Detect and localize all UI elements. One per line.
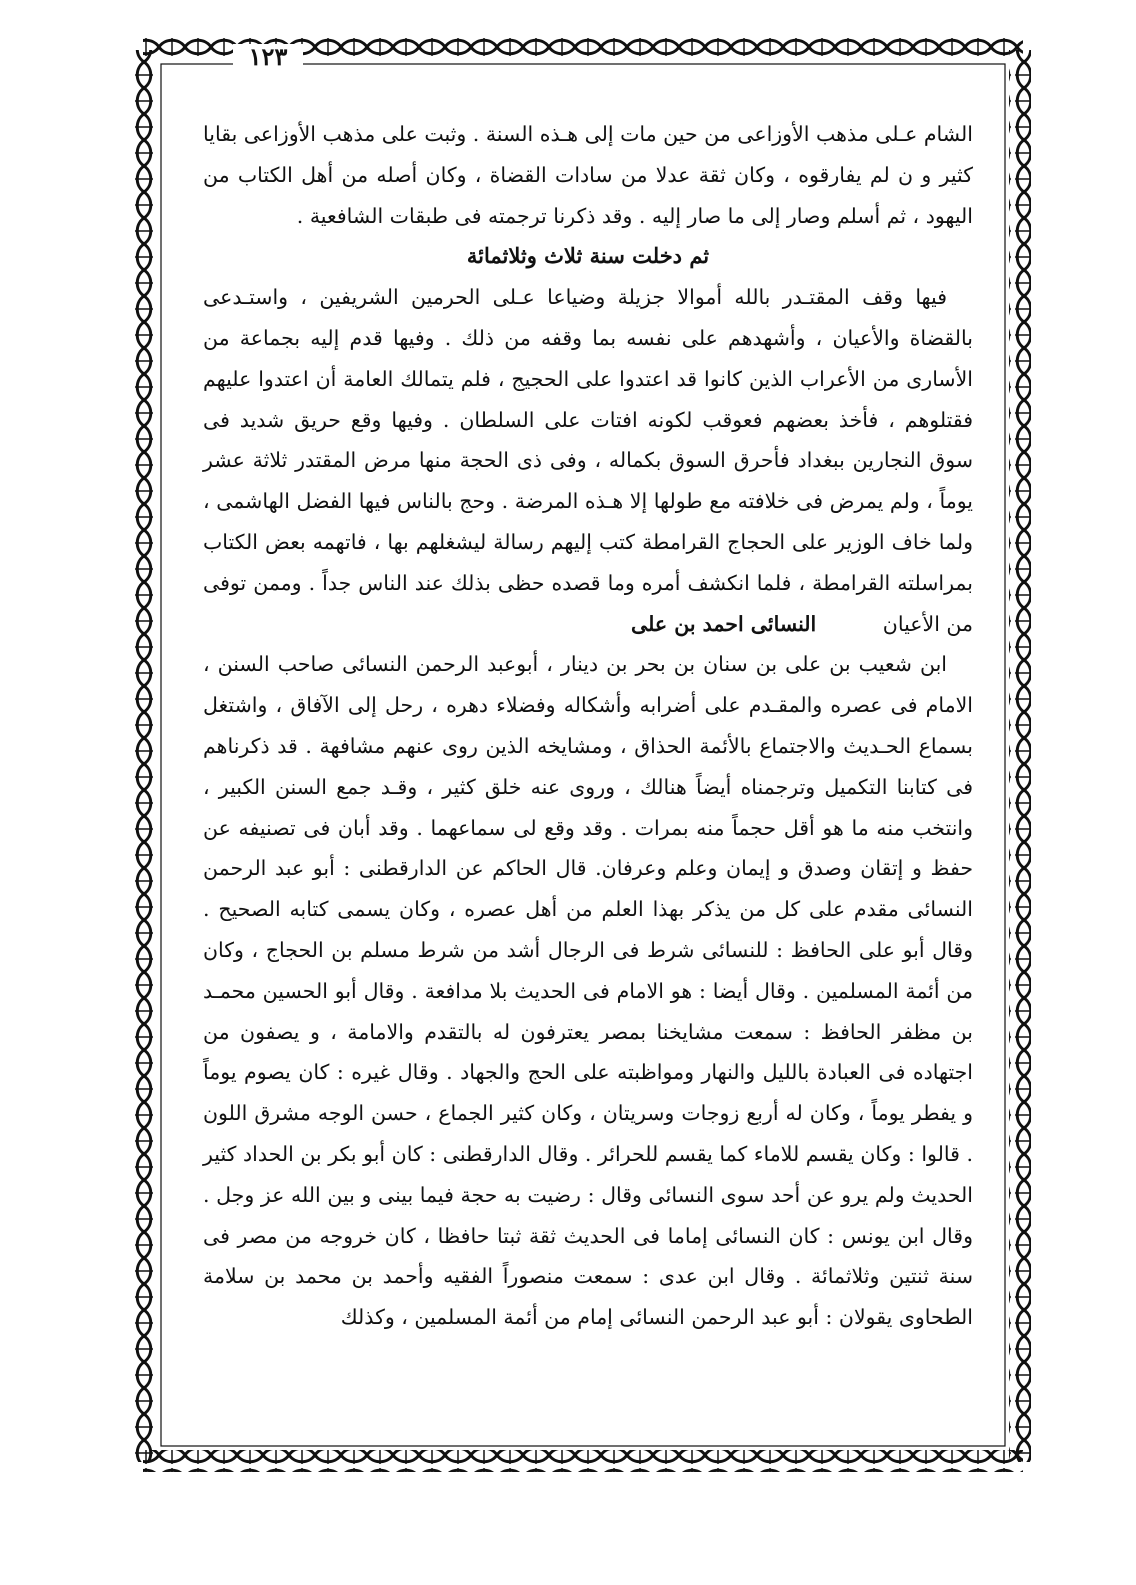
biography-name: النسائى احمد بن على [630,611,817,636]
paragraph-2-tail: وممن توفى من الأعيان [203,570,973,636]
page-body [203,114,973,1454]
page-frame [133,36,1033,1478]
paragraph-2-body: فيها وقف المقتـدر بالله أموالا جزيلة وضياعا عـلى الحرمين الشريفين ، واستـدعى بالقضاة والأعيان ، وأشهدهم على نفسه بما وقفه من ذلك . وفيها قدم إليه بجماعة من الأسارى من الأعراب الذين كانوا قد اعتدوا على الحجيج ، فلم يتمالك العامة أن اعتدوا عليهم فقتلوهم ، فأخذ بعضهم فعوقب لكونه افتات على السلطان . وفيها وقع حريق شديد فى سوق النجارين ببغداد فأحرق السوق بكماله ، وفى ذى الحجة منها مرض المقتدر ثلاثة عشر يوماً ، ولم يمرض فى خلافته مع طولها إلا هـذه المرضة . وحج بالناس فيها الفضل الهاشمى ، ولما خاف الوزير على الحجاج القرامطة كتب إليهم رسالة ليشغلهم بها ، فاتهمه بعض الكتاب بمراسلته القرامطة ، فلما انكشف أمره وما قصده حظى بذلك عند الناس جداً . [203,285,973,595]
paragraph-2 [203,277,973,644]
section-heading: ثم دخلت سنة ثلاث وثلاثمائة [466,243,710,269]
page-number: ١٢٣ [233,44,303,70]
paragraph-1: الشام عـلى مذهب الأوزاعى من حين مات إلى هـذه السنة . وثبت على مذهب الأوزاعى بقايا كثير و ن لم يفارقوه ، وكان ثقة عدلا من سادات القضاة ، وكان أصله من أهل الكتاب من اليهود ، ثم أسلم وصار إلى ما صار إليه . وقد ذكرنا ترجمته فى طبقات الشافعية . [203,122,973,228]
paragraph-3: ابن شعيب بن على بن سنان بن بحر بن دينار ، أبوعبد الرحمن النسائى صاحب السنن ، الامام فى عصره والمقـدم على أضرابه وأشكاله وفضلاء دهره ، رحل إلى الآفاق ، واشتغل بسماع الحـديث والاجتماع بالأئمة الحذاق ، ومشايخه الذين روى عنهم مشافهة . قد ذكرناهم فى كتابنا التكميل وترجمناه أيضاً هنالك ، وروى عنه خلق كثير ، وقـد جمع السنن الكبير ، وانتخب منه ما هو أقل حجماً منه بمرات . وقد وقع لى سماعهما . وقد أبان فى تصنيفه عن حفظ و إتقان وصدق و إيمان وعلم وعرفان. قال الحاكم عن الدارقطنى : أبو عبد الرحمن النسائى مقدم على كل من يذكر بهذا العلم من أهل عصره ، وكان يسمى كتابه الصحيح . وقال أبو على الحافظ : للنسائى شرط فى الرجال أشد من شرط مسلم بن الحجاج ، وكان من أئمة المسلمين . وقال أيضا : هو الامام فى الحديث بلا مدافعة . وقال أبو الحسين محمـد بن مظفر الحافظ : سمعت مشايخنا بمصر يعترفون له بالتقدم والامامة ، و يصفون من اجتهاده فى العبادة بالليل والنهار ومواظبته على الحج والجهاد . وقال غيره : كان يصوم يوماً و يفطر يوماً ، وكان له أربع زوجات وسريتان ، وكان كثير الجماع ، حسن الوجه مشرق اللون . قالوا : وكان يقسم للاماء كما يقسم للحرائر . وقال الدارقطنى : كان أبو بكر بن الحداد كثير الحديث ولم يرو عن أحد سوى النسائى وقال : رضيت به حجة فيما بينى و بين الله عز وجل . وقال ابن يونس : كان النسائى إماما فى الحديث ثقة ثبتا حافظا ، كان خروجه من مصر فى سنة ثنتين وثلاثمائة . وقال ابن عدى : سمعت منصوراً الفقيه وأحمد بن محمد بن سلامة الطحاوى يقولان : أبو عبد الرحمن النسائى إمام من أئمة المسلمين ، وكذلك [203,652,973,1330]
